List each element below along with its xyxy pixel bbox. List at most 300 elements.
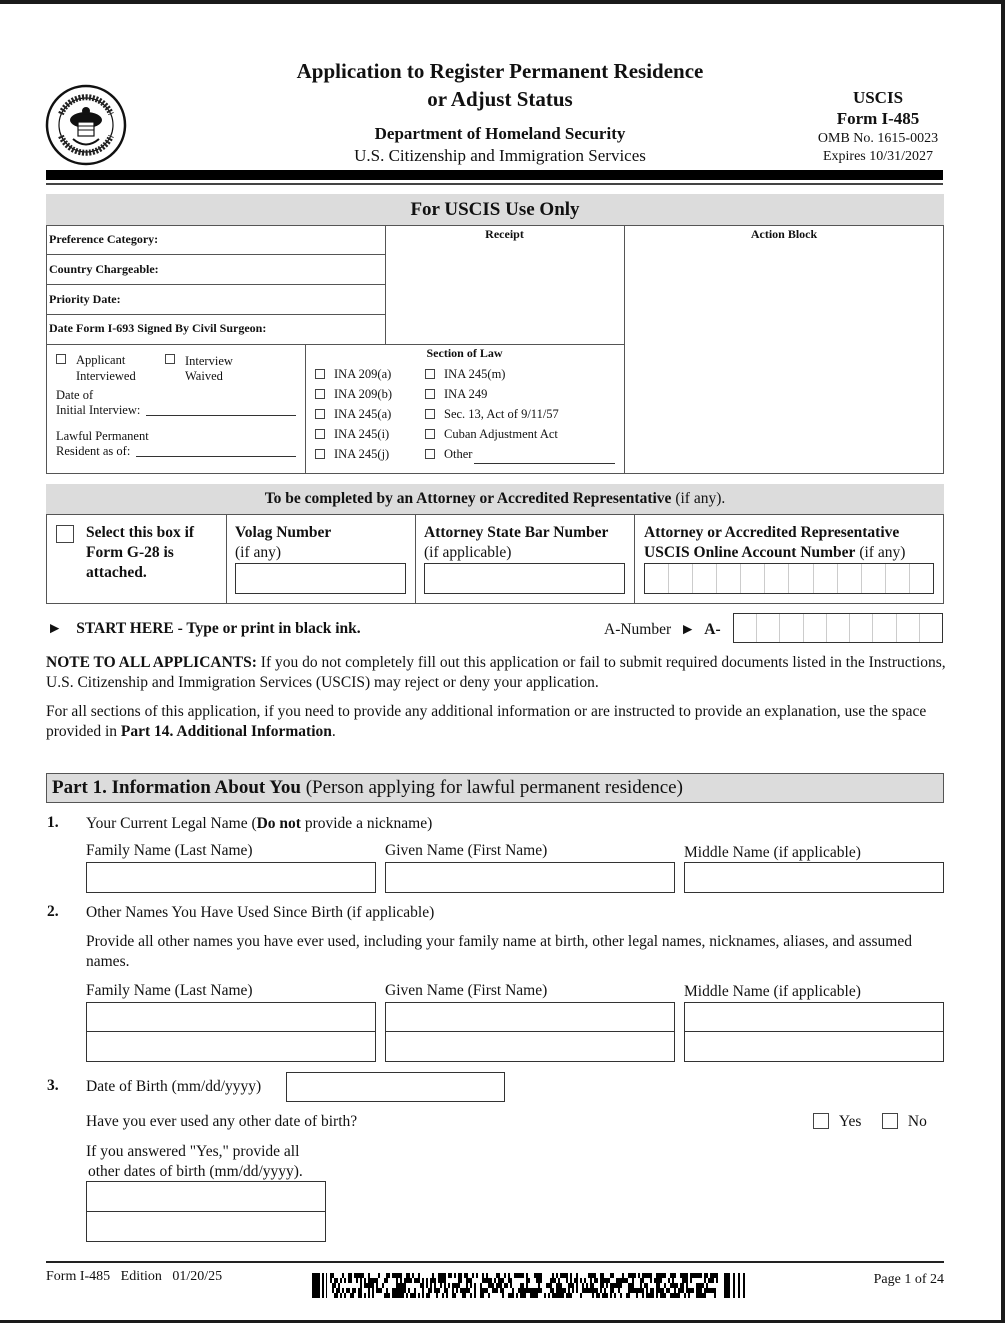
barcode-module (700, 1283, 702, 1288)
barcode-module (486, 1278, 488, 1283)
section-of-law-option[interactable] (315, 367, 391, 382)
barcode-module (394, 1273, 396, 1278)
barcode-module (570, 1283, 572, 1288)
barcode-module (526, 1278, 528, 1283)
barcode-module (590, 1283, 592, 1288)
agency-name: U.S. Citizenship and Immigration Services (354, 146, 646, 165)
barcode-module (438, 1273, 440, 1278)
barcode-module (534, 1288, 536, 1293)
barcode-module (386, 1288, 388, 1293)
barcode-module (400, 1273, 402, 1278)
character-cell[interactable] (910, 564, 933, 593)
barcode-module (356, 1278, 358, 1283)
barcode-module (630, 1273, 632, 1278)
character-cell[interactable] (645, 564, 669, 593)
section-of-law-checkbox[interactable] (425, 429, 435, 439)
barcode-module (466, 1278, 468, 1283)
barcode-module (714, 1288, 716, 1293)
barcode-module (646, 1288, 648, 1293)
barcode-module (360, 1273, 362, 1278)
barcode-module (640, 1278, 642, 1283)
barcode-module (590, 1273, 592, 1278)
barcode-module (620, 1278, 622, 1283)
barcode-module (512, 1293, 514, 1298)
barcode-module (344, 1293, 346, 1298)
barcode-module (614, 1293, 616, 1298)
footer-rule (46, 1261, 944, 1263)
barcode-module (594, 1278, 596, 1283)
section-of-law-option[interactable] (425, 447, 472, 462)
barcode-module (584, 1288, 586, 1293)
barcode-module (342, 1273, 344, 1278)
barcode-module (446, 1288, 448, 1293)
barcode-module (418, 1273, 420, 1278)
barcode-module (632, 1283, 634, 1288)
barcode-module (676, 1283, 678, 1288)
arrow-right-icon: ► (47, 620, 63, 637)
barcode-module (538, 1273, 540, 1278)
department-name: Department of Homeland Security (374, 124, 626, 143)
barcode-module (644, 1273, 646, 1278)
barcode-module (628, 1283, 630, 1288)
section-of-law-option[interactable] (315, 427, 389, 442)
barcode-module (362, 1273, 364, 1278)
barcode-module (560, 1283, 562, 1288)
barcode-module (642, 1288, 644, 1293)
barcode-module (494, 1278, 496, 1283)
barcode-module (448, 1273, 450, 1278)
interview-waived-option[interactable] (165, 353, 233, 383)
section-of-law-option[interactable] (425, 367, 505, 382)
barcode-module (486, 1273, 488, 1278)
barcode-module (696, 1293, 698, 1298)
section-of-law-checkbox[interactable] (315, 429, 325, 439)
character-cell[interactable] (886, 564, 910, 593)
barcode-module (452, 1288, 454, 1293)
section-of-law-checkbox[interactable] (315, 409, 325, 419)
q2-family-name-input-2[interactable] (86, 1031, 376, 1062)
barcode-module (556, 1283, 558, 1288)
q3-no-option[interactable] (882, 1112, 927, 1132)
barcode-module (438, 1278, 440, 1283)
character-cell[interactable] (717, 564, 741, 593)
barcode-module (596, 1293, 598, 1298)
option-label: No (907, 1113, 927, 1130)
q3-yes-option[interactable] (813, 1112, 861, 1132)
barcode-module (508, 1273, 510, 1278)
barcode-module (674, 1273, 676, 1278)
barcode-module (470, 1278, 472, 1283)
barcode-module (552, 1293, 554, 1298)
barcode-module (396, 1278, 398, 1283)
date-initial-interview-line[interactable] (146, 414, 296, 416)
character-cell[interactable] (862, 564, 886, 593)
barcode-module (332, 1283, 334, 1288)
barcode-module (468, 1278, 470, 1283)
barcode-module (592, 1273, 594, 1278)
barcode-module (652, 1288, 654, 1293)
barcode-module (410, 1293, 412, 1298)
other-section-line[interactable] (474, 462, 615, 464)
barcode-module (462, 1288, 464, 1293)
barcode-module (488, 1293, 490, 1298)
state-bar-number-input[interactable] (424, 563, 625, 594)
barcode-module (558, 1293, 560, 1298)
barcode-module (694, 1273, 696, 1278)
barcode-module (422, 1288, 424, 1293)
barcode-module (398, 1288, 400, 1293)
barcode-module (690, 1288, 692, 1293)
barcode-module (466, 1288, 468, 1293)
section-of-law-title: Section of Law (426, 346, 503, 360)
barcode-module (360, 1278, 362, 1283)
barcode-module (454, 1273, 456, 1278)
character-cell[interactable] (765, 564, 789, 593)
section-of-law-checkbox[interactable] (315, 369, 325, 379)
barcode-module (482, 1288, 484, 1293)
barcode-module (606, 1283, 608, 1288)
section-of-law-checkbox[interactable] (425, 449, 435, 459)
barcode-module (342, 1288, 344, 1293)
character-cell[interactable] (850, 614, 873, 642)
q3-dob-input[interactable] (286, 1072, 505, 1102)
q3-dob-label: Date of Birth (mm/dd/yyyy) (86, 1078, 262, 1095)
character-cell[interactable] (757, 614, 780, 642)
section-of-law-option[interactable] (425, 387, 487, 402)
barcode-module (512, 1288, 514, 1293)
barcode-module (560, 1288, 562, 1293)
barcode-module (686, 1288, 688, 1293)
barcode-module (392, 1288, 394, 1293)
barcode-module (458, 1278, 460, 1283)
barcode-module (644, 1283, 646, 1288)
barcode-module (550, 1288, 552, 1293)
barcode-module (698, 1293, 700, 1298)
barcode-module (402, 1288, 404, 1293)
barcode-module (372, 1293, 374, 1298)
q2-middle-name-input-1[interactable] (684, 1002, 944, 1032)
barcode-module (556, 1288, 558, 1293)
barcode-module (322, 1273, 324, 1298)
barcode-module (444, 1283, 446, 1288)
note-bold: NOTE TO ALL APPLICANTS: (46, 654, 257, 671)
barcode-module (392, 1273, 394, 1278)
barcode-module (596, 1278, 598, 1283)
section-of-law-checkbox[interactable] (425, 409, 435, 419)
barcode-module (418, 1278, 420, 1283)
a-number-input[interactable] (733, 613, 943, 643)
barcode-module (670, 1293, 672, 1298)
barcode-module (688, 1288, 690, 1293)
note-to-applicants (46, 653, 946, 693)
barcode-module (612, 1283, 614, 1288)
part1-title: Part 1. Information About You (52, 777, 301, 798)
option-label: Interviewed (76, 369, 136, 383)
character-cell[interactable] (804, 614, 827, 642)
barcode-module (480, 1283, 482, 1288)
barcode-module (384, 1278, 386, 1283)
barcode-module (440, 1283, 442, 1288)
barcode-module (632, 1273, 634, 1278)
barcode-module (434, 1283, 436, 1288)
barcode-module (594, 1288, 596, 1293)
barcode-module (628, 1293, 630, 1298)
section-of-law-option[interactable] (315, 407, 391, 422)
barcode-module (658, 1283, 660, 1288)
character-cell[interactable] (693, 564, 717, 593)
barcode-module (690, 1278, 692, 1283)
character-cell[interactable] (669, 564, 693, 593)
section-of-law-option[interactable] (425, 407, 559, 422)
barcode-module (360, 1293, 362, 1298)
barcode-module (712, 1288, 714, 1293)
section-of-law-option[interactable] (425, 427, 558, 442)
section-of-law-option[interactable] (315, 387, 392, 402)
agency-short: USCIS (852, 88, 904, 107)
divider (226, 514, 227, 604)
divider (634, 514, 635, 604)
barcode-module (498, 1273, 500, 1278)
barcode-module (382, 1283, 384, 1288)
barcode-module (400, 1288, 402, 1293)
barcode-module (520, 1293, 522, 1298)
barcode-module (498, 1278, 500, 1283)
barcode-module (576, 1283, 578, 1288)
character-cell[interactable] (873, 614, 896, 642)
start-here-instruction (47, 619, 361, 639)
barcode-module (422, 1283, 424, 1288)
barcode-module (604, 1288, 606, 1293)
barcode-module (448, 1283, 450, 1288)
divider (624, 225, 625, 474)
barcode-module (442, 1273, 444, 1278)
barcode-module (460, 1278, 462, 1283)
character-cell[interactable] (789, 564, 813, 593)
barcode-module (604, 1293, 606, 1298)
option-label: INA 245(a) (334, 407, 392, 421)
barcode-module (454, 1293, 456, 1298)
barcode-module (676, 1293, 678, 1298)
barcode-module (568, 1283, 570, 1288)
section-of-law-checkbox[interactable] (425, 389, 435, 399)
option-label: INA 209(a) (334, 367, 392, 381)
barcode-module (508, 1278, 510, 1283)
barcode-module (430, 1283, 432, 1288)
barcode-module (338, 1283, 340, 1288)
barcode-module (560, 1293, 562, 1298)
priority-date-label: Priority Date: (49, 292, 121, 306)
barcode-module (590, 1288, 592, 1293)
q3-other-dob-input-2[interactable] (86, 1211, 326, 1242)
note-text: . (331, 723, 336, 740)
barcode-module (642, 1278, 644, 1283)
barcode-module (670, 1273, 672, 1278)
q2-given-name-label: Given Name (First Name) (385, 982, 548, 999)
label-sub: (if any) (235, 544, 282, 561)
lpr-as-of-label (56, 429, 149, 459)
uscis-use-only-title: For USCIS Use Only (46, 194, 944, 226)
barcode-module (572, 1288, 574, 1293)
barcode-module (352, 1288, 354, 1293)
barcode-module (618, 1288, 620, 1293)
barcode-module (502, 1278, 504, 1283)
barcode-module (712, 1278, 714, 1283)
barcode-module (564, 1288, 566, 1293)
label-line: USCIS Online Account Number (644, 544, 856, 561)
barcode-module (350, 1273, 352, 1278)
g28-attached-checkbox[interactable] (56, 525, 74, 543)
barcode-module (634, 1273, 636, 1278)
barcode-module (702, 1283, 704, 1288)
page-frame-top (0, 0, 1005, 4)
barcode-module (466, 1273, 468, 1278)
barcode-module (710, 1288, 712, 1293)
part1-header (46, 773, 944, 803)
barcode-module (358, 1273, 360, 1278)
interview-waived-checkbox[interactable] (165, 354, 175, 364)
barcode-module (412, 1293, 414, 1298)
section-of-law-checkbox[interactable] (315, 389, 325, 399)
label-line: If you answered "Yes," provide all (86, 1143, 300, 1160)
barcode-module (488, 1283, 490, 1288)
barcode-module (510, 1283, 512, 1288)
option-label: Other (444, 447, 473, 461)
q1-middle-name-input[interactable] (684, 862, 944, 893)
barcode-module (550, 1283, 552, 1288)
barcode-module (562, 1288, 564, 1293)
q3-no-checkbox[interactable] (882, 1113, 898, 1129)
barcode-module (354, 1288, 356, 1293)
barcode-module (544, 1293, 546, 1298)
part1-subtitle: (Person applying for lawful permanent residence) (300, 777, 683, 798)
applicant-interviewed-option[interactable] (56, 353, 136, 383)
start-here-text: START HERE - Type or print in black ink. (76, 620, 361, 637)
character-cell[interactable] (780, 614, 803, 642)
barcode-module (662, 1273, 664, 1278)
barcode-module (416, 1278, 418, 1283)
character-cell[interactable] (741, 564, 765, 593)
barcode-module (566, 1293, 568, 1298)
form-title (230, 57, 770, 113)
barcode-module (616, 1278, 618, 1283)
barcode-module (600, 1288, 602, 1293)
label-sub: (if any) (855, 544, 906, 561)
character-cell[interactable] (734, 614, 757, 642)
barcode-module (610, 1283, 612, 1288)
barcode-module (596, 1288, 598, 1293)
barcode-module (548, 1293, 550, 1298)
barcode-module (346, 1288, 348, 1293)
q2-given-name-input-1[interactable] (385, 1002, 675, 1032)
barcode-module (622, 1273, 624, 1278)
barcode-module (630, 1283, 632, 1288)
section-of-law-option[interactable] (315, 447, 389, 462)
barcode-module (386, 1278, 388, 1283)
g28-attached-label (86, 523, 194, 583)
barcode-module (510, 1293, 512, 1298)
character-cell[interactable] (838, 564, 862, 593)
barcode-module (550, 1278, 552, 1283)
character-cell[interactable] (920, 614, 942, 642)
barcode-module (334, 1283, 336, 1288)
barcode-module (360, 1283, 362, 1288)
q1-given-name-input[interactable] (385, 862, 675, 893)
barcode-module (368, 1293, 370, 1298)
barcode-module (464, 1288, 466, 1293)
barcode-module (662, 1288, 664, 1293)
option-label: INA 245(m) (444, 367, 506, 381)
label-line: Form G-28 is (86, 544, 174, 561)
barcode-module (688, 1293, 690, 1298)
section-of-law-checkbox[interactable] (315, 449, 325, 459)
barcode-module (372, 1288, 374, 1293)
barcode-module (628, 1273, 630, 1278)
barcode-module (582, 1288, 584, 1293)
q3-yes-checkbox[interactable] (813, 1113, 829, 1129)
q2-middle-name-input-2[interactable] (684, 1031, 944, 1062)
barcode-module (380, 1288, 382, 1293)
barcode-module (386, 1293, 388, 1298)
barcode-module (672, 1293, 674, 1298)
volag-number-input[interactable] (235, 563, 406, 594)
barcode-module (532, 1293, 534, 1298)
barcode-module (534, 1293, 536, 1298)
barcode-module (436, 1288, 438, 1293)
barcode-module (712, 1273, 714, 1278)
label-line: other dates of birth (mm/dd/yyyy). (88, 1163, 303, 1180)
online-account-number-input[interactable] (644, 563, 934, 594)
barcode-module (528, 1288, 530, 1293)
barcode-module (606, 1293, 608, 1298)
barcode-module (622, 1278, 624, 1283)
q1-family-name-input[interactable] (86, 862, 376, 893)
barcode-module (620, 1283, 622, 1288)
barcode-module (570, 1293, 572, 1298)
barcode-module (474, 1293, 476, 1298)
barcode-module (674, 1283, 676, 1288)
barcode-module (646, 1283, 648, 1288)
barcode-module (686, 1273, 688, 1278)
q2-number: 2. (47, 903, 59, 920)
barcode-module (440, 1278, 442, 1283)
barcode-module (400, 1278, 402, 1283)
applicant-interviewed-checkbox[interactable] (56, 354, 66, 364)
barcode-module (470, 1283, 472, 1288)
barcode-module (604, 1278, 606, 1283)
q2-given-name-input-2[interactable] (385, 1031, 675, 1062)
barcode-module (378, 1273, 380, 1278)
barcode-module (648, 1293, 650, 1298)
option-label: INA 245(i) (334, 427, 390, 441)
q3-other-dob-input-1[interactable] (86, 1181, 326, 1212)
character-cell[interactable] (814, 564, 838, 593)
character-cell[interactable] (897, 614, 920, 642)
q2-family-name-input-1[interactable] (86, 1002, 376, 1032)
divider (46, 314, 385, 315)
barcode-module (398, 1273, 400, 1278)
barcode-module (374, 1278, 376, 1283)
section-of-law-checkbox[interactable] (425, 369, 435, 379)
barcode-module (458, 1283, 460, 1288)
barcode-module (638, 1288, 640, 1293)
character-cell[interactable] (827, 614, 850, 642)
barcode-module (700, 1273, 702, 1278)
barcode-module (540, 1273, 542, 1278)
barcode-module (566, 1278, 568, 1283)
lpr-as-of-line[interactable] (136, 455, 296, 457)
barcode-module (546, 1283, 548, 1288)
barcode-module (672, 1283, 674, 1288)
